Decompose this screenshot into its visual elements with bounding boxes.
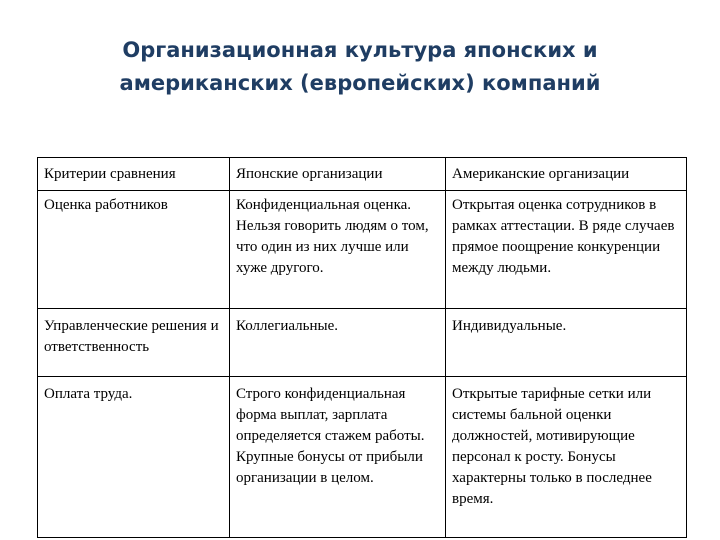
table-cell: Открытая оценка сотрудников в рамках аттестации. В ряде случаев прямое поощрение конкуренции между людьми. <box>446 191 687 309</box>
slide-title-line-2: американских (европейских) компаний <box>119 71 601 95</box>
header-japanese: Японские организации <box>230 158 446 191</box>
table-row <box>38 377 687 538</box>
table-row <box>38 309 687 377</box>
slide-title <box>0 34 720 100</box>
table-header-row <box>38 158 687 191</box>
table-cell: Индивидуальные. <box>446 309 687 377</box>
slide-title-line-1: Организационная культура японских и <box>122 38 598 62</box>
table-cell: Открытые тарифные сетки или системы бальной оценки должностей, мотивирующие персонал к росту. Бонусы характерны только в последнее время. <box>446 377 687 538</box>
table-row <box>38 191 687 309</box>
table-cell: Оплата труда. <box>38 377 230 538</box>
header-criteria: Критерии сравнения <box>38 158 230 191</box>
table-cell: Управленческие решения и ответственность <box>38 309 230 377</box>
table-cell: Строго конфиденциальная форма выплат, зарплата определяется стажем работы. Крупные бонусы от прибыли организации в целом. <box>230 377 446 538</box>
table-cell: Коллегиальные. <box>230 309 446 377</box>
table-cell: Оценка работников <box>38 191 230 309</box>
table-cell: Конфиденциальная оценка. Нельзя говорить людям о том, что один из них лучше или хуже другого. <box>230 191 446 309</box>
header-american: Американские организации <box>446 158 687 191</box>
comparison-table <box>37 157 687 538</box>
